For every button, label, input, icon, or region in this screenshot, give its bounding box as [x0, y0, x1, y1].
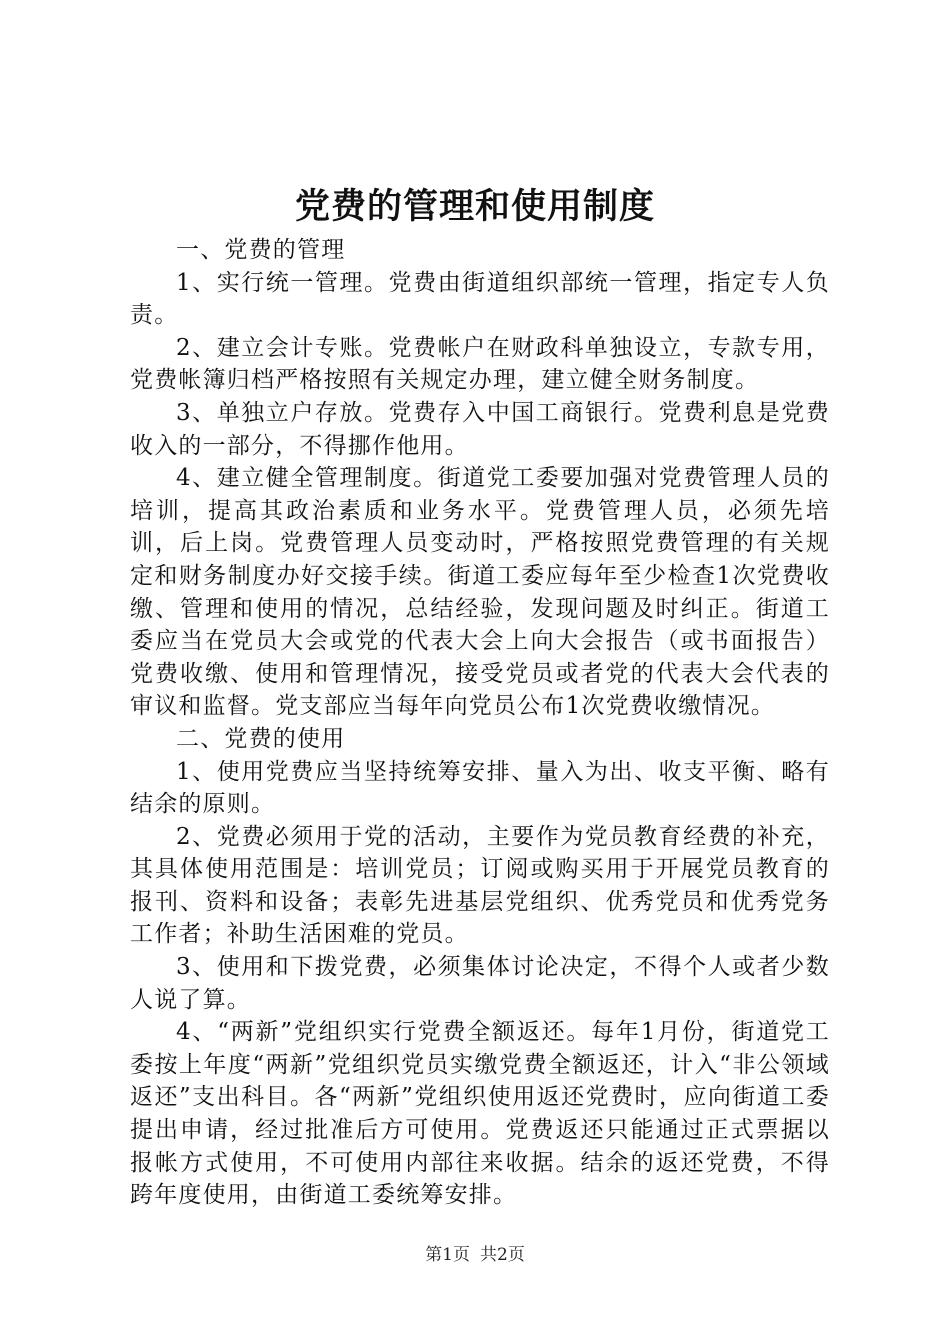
paragraph-accounting: 2、建立会计专账。党费帐户在财政科单独设立，专款专用，党费帐簿归档严格按照有关规定办理，建立健全财务制度。 — [130, 334, 830, 394]
paragraph-full-refund: 4、“两新”党组织实行党费全额返还。每年1月份，街道党工委按上年度“两新”党组织党员实缴党费全额返还，计入“非公领域返还”支出科目。各“两新”党组织使用返还党费时，应向街道工委提出申请，经过批准后方可使用。党费返还只能通过正式票据以报帐方式使用，不可使用内部往来收据。结余的返还党费，不得跨年度使用，由街道工委统筹安排。 — [130, 1019, 830, 1209]
paragraph-collective-decision: 3、使用和下拨党费，必须集体讨论决定，不得个人或者少数人说了算。 — [130, 954, 830, 1013]
page-number: 第1页 — [425, 1245, 470, 1265]
page-footer — [0, 1244, 950, 1266]
paragraph-usage-principle: 1、使用党费应当坚持统筹安排、量入为出、收支平衡、略有结余的原则。 — [130, 758, 830, 818]
page-total: 共2页 — [480, 1245, 525, 1265]
section-heading-management: 一、党费的管理 — [176, 237, 346, 263]
paragraph-management-system: 4、建立健全管理制度。街道党工委要加强对党费管理人员的培训，提高其政治素质和业务水平。党费管理人员，必须先培训，后上岗。党费管理人员变动时，严格按照党费管理的有关规定和财务制度办好交接手续。街道工委应每年至少检查1次党费收缴、管理和使用的情况，总结经验，发现问题及时纠正。街道工委应当在党员大会或党的代表大会上向大会报告（或书面报告）党费收缴、使用和管理情况，接受党员或者党的代表大会代表的审议和监督。党支部应当每年向党员公布1次党费收缴情况。 — [130, 465, 830, 720]
page-title: 党费的管理和使用制度 — [294, 186, 655, 227]
section-heading-usage: 二、党费的使用 — [176, 725, 346, 752]
document-body — [130, 234, 830, 1212]
paragraph-unified-management: 1、实行统一管理。党费由街道组织部统一管理，指定专人负责。 — [130, 269, 830, 329]
paragraph-separate-account: 3、单独立户存放。党费存入中国工商银行。党费利息是党费收入的一部分，不得挪作他用。 — [130, 399, 830, 459]
paragraph-usage-scope: 2、党费必须用于党的活动，主要作为党员教育经费的补充，其具体使用范围是：培训党员；订阅或购买用于开展党员教育的报刊、资料和设备；表彰先进基层党组织、优秀党员和优秀党务工作者；补助生活困难的党员。 — [130, 823, 830, 948]
